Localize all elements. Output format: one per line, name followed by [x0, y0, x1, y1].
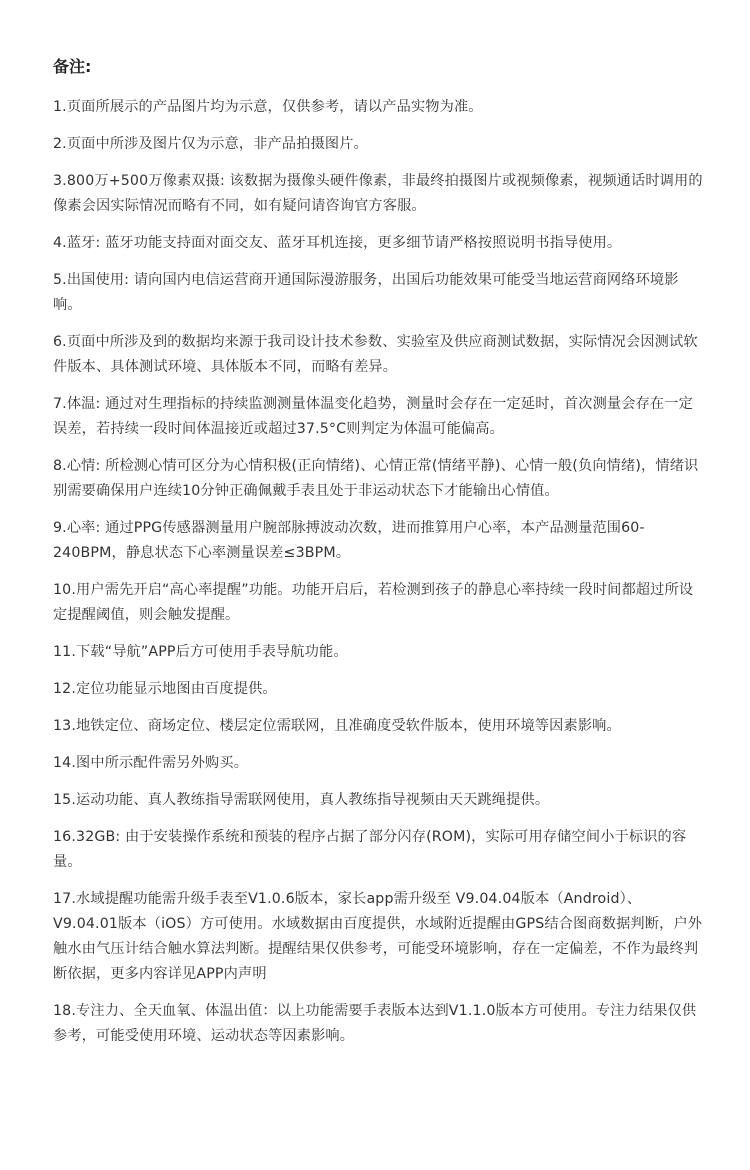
note-item-12: 12.定位功能显示地图由百度提供。 — [53, 681, 277, 697]
note-item-6: 6.页面中所涉及到的数据均来源于我司设计技术参数、实验室及供应商测试数据，实际情况会因测试软件版本、具体测试环境、具体版本不同，而略有差异。 — [53, 334, 698, 375]
note-item-18: 18.专注力、全天血氧、体温出值：以上功能需要手表版本达到V1.1.0版本方可使用。专注力结果仅供参考，可能受使用环境、运动状态等因素影响。 — [53, 1003, 697, 1044]
note-item-3: 3.800万+500万像素双摄: 该数据为摄像头硬件像素，非最终拍摄图片或视频像素，视频通话时调用的像素会因实际情况而略有不同，如有疑问请咨询官方客服。 — [53, 173, 703, 214]
note-item-7: 7.体温: 通过对生理指标的持续监测测量体温变化趋势，测量时会存在一定延时，首次测量会存在一定误差，若持续一段时间体温接近或超过37.5°C则判定为体温可能偏高。 — [53, 396, 693, 437]
note-item-8: 8.心情: 所检测心情可区分为心情积极(正向情绪)、心情正常(情绪平静)、心情一般(负向情绪)，情绪识别需要确保用户连续10分钟正确佩戴手表且处于非运动状态下才能输出心情值。 — [53, 458, 699, 499]
notes-title: 备注: — [53, 57, 92, 76]
note-item-9: 9.心率: 通过PPG传感器测量用户腕部脉搏波动次数，进而推算用户心率，本产品测量范围60-240BPM，静息状态下心率测量误差≤3BPM。 — [53, 520, 645, 561]
note-item-10: 10.用户需先开启“高心率提醒”功能。功能开启后，若检测到孩子的静息心率持续一段时间都超过所设定提醒阈值，则会触发提醒。 — [53, 582, 694, 623]
note-item-15: 15.运动功能、真人教练指导需联网使用，真人教练指导视频由天天跳绳提供。 — [53, 792, 550, 808]
note-item-14: 14.图中所示配件需另外购买。 — [53, 755, 249, 771]
note-item-2: 2.页面中所涉及图片仅为示意，非产品拍摄图片。 — [53, 136, 368, 152]
note-item-13: 13.地铁定位、商场定位、楼层定位需联网，且准确度受软件版本，使用环境等因素影响。 — [53, 718, 621, 734]
note-item-11: 11.下载“导航”APP后方可使用手表导航功能。 — [53, 644, 348, 660]
note-item-4: 4.蓝牙: 蓝牙功能支持面对面交友、蓝牙耳机连接，更多细节请严格按照说明书指导使用。 — [53, 235, 622, 251]
note-item-5: 5.出国使用: 请向国内电信运营商开通国际漫游服务，出国后功能效果可能受当地运营商网络环境影响。 — [53, 272, 679, 313]
note-item-17: 17.水域提醒功能需升级手表至V1.0.6版本，家长app需升级至 V9.04.04版本（Android）、V9.04.01版本（iOS）方可使用。水域数据由百度提供，水域附近提醒由GPS结合图商数据判断，户外触水由气压计结合触水算法判断。提醒结果仅供参考，可能受环境影响，存在一定偏差，不作为最终判断依据，更多内容详见APP内声明 — [53, 891, 703, 982]
note-item-1: 1.页面所展示的产品图片均为示意，仅供参考，请以产品实物为准。 — [53, 99, 483, 115]
note-item-16: 16.32GB: 由于安装操作系统和预装的程序占据了部分闪存(ROM)，实际可用存储空间小于标识的容量。 — [53, 829, 687, 870]
